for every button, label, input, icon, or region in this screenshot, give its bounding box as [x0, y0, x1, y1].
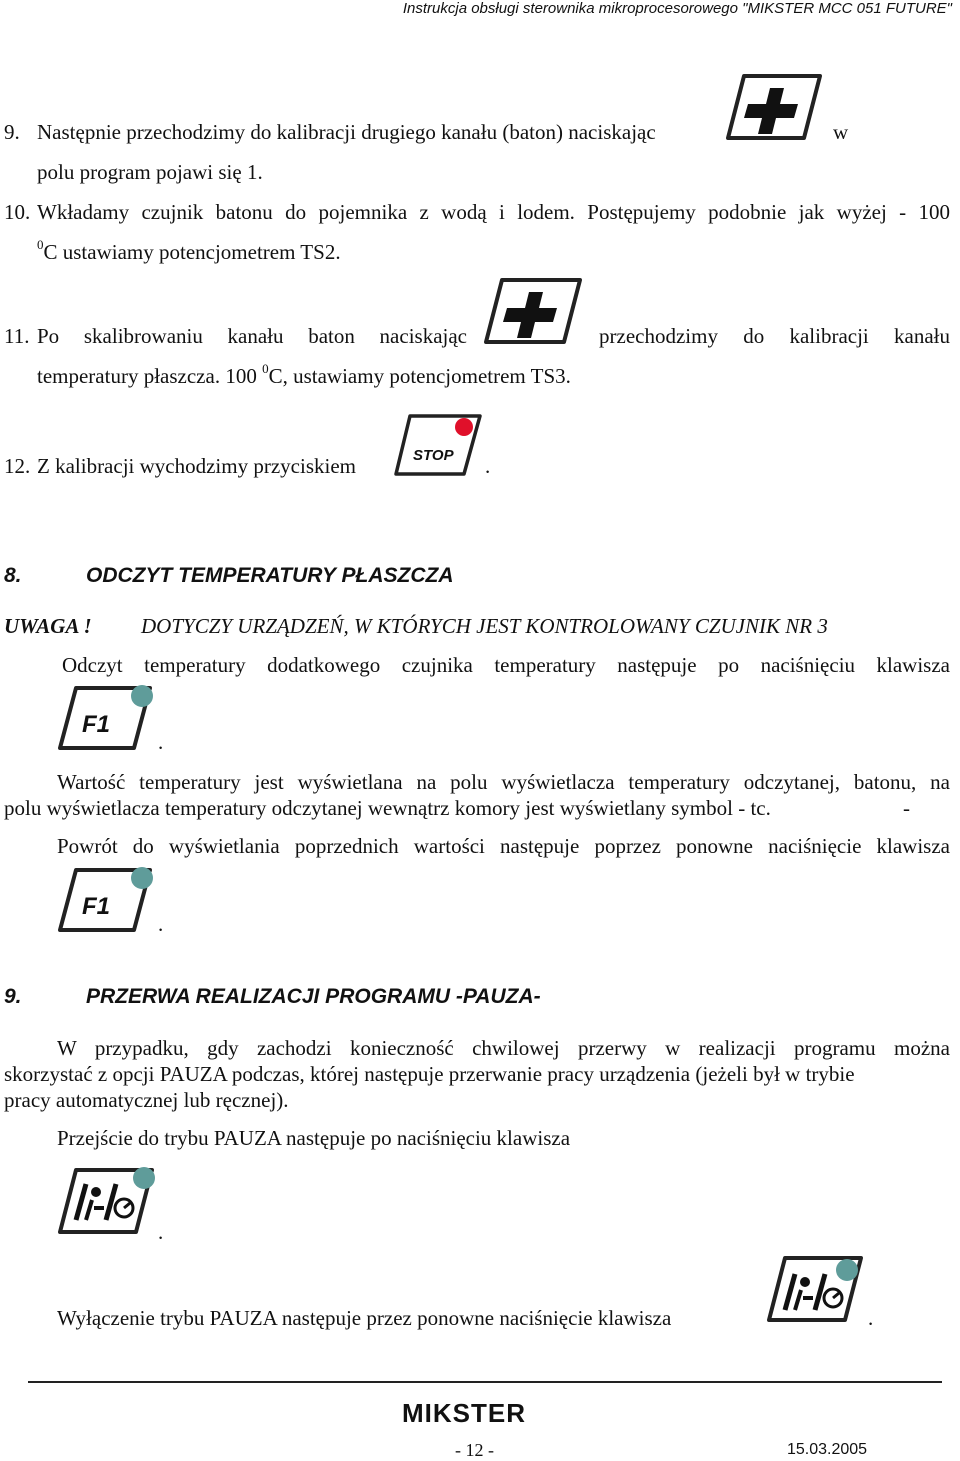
step-11-text-2b: C, ustawiamy potencjometrem TS3. [268, 364, 571, 388]
running-header: Instrukcja obsługi sterownika mikroprocesorowego "MIKSTER MCC 051 FUTURE" [402, 0, 952, 17]
footer-rule [28, 1381, 942, 1383]
step-12-dot: . [485, 454, 491, 478]
page-number: - 12 - [455, 1440, 494, 1460]
plus-key-icon [722, 72, 824, 142]
degree-superscript: 0 [262, 361, 269, 376]
section-8-dot-2: . [158, 912, 164, 936]
section-8-title: ODCZYT TEMPERATURY PŁASZCZA [86, 564, 454, 587]
warning-text: DOTYCZY URZĄDZEŃ, W KTÓRYCH JEST KONTROLOWANY CZUJNIK NR 3 [141, 614, 828, 638]
step-9-text-2: polu program pojawi się 1. [37, 160, 263, 184]
pause-key-icon [763, 1250, 873, 1326]
section-8-number: 8. [4, 564, 22, 587]
section-9-dot-1: . [158, 1220, 164, 1244]
stop-key-icon [392, 410, 491, 478]
step-10-number: 10. [4, 200, 31, 224]
pause-key-icon [54, 1162, 164, 1236]
degree-superscript: 0 [37, 237, 44, 252]
warning-label: UWAGA ! [4, 614, 92, 638]
f1-key-icon [54, 680, 162, 752]
section-9-paragraph-1-line-3: pracy automatycznej lub ręcznej). [4, 1088, 289, 1112]
step-12-text: Z kalibracji wychodzimy przyciskiem [37, 454, 356, 478]
section-9-number: 9. [4, 985, 22, 1008]
plus-key-icon [480, 276, 584, 346]
step-11-text-a: Po skalibrowaniu kanału baton naciskając [37, 324, 467, 348]
section-8-dot-1: . [158, 730, 164, 754]
footer-date: 15.03.2005 [787, 1441, 868, 1458]
stop-key-label: STOP [413, 447, 454, 464]
step-11-text-2a: temperatury płaszcza. 100 [37, 364, 257, 388]
section-8-paragraph-2: Wartość temperatury jest wyświetlana na polu wyświetlacza temperatury odczytanej, batonu, na [57, 770, 950, 794]
step-11-text-2 [37, 361, 571, 389]
f1-key-label: F1 [82, 893, 111, 920]
step-10-text-2 [37, 237, 341, 265]
mikster-logo [400, 1398, 552, 1428]
section-9-paragraph-3: Wyłączenie trybu PAUZA następuje przez ponowne naciśnięcie klawisza [57, 1306, 672, 1330]
section-9-paragraph-1-line-2: skorzystać z opcji PAUZA podczas, której następuje przerwanie pracy urządzenia (jeżeli był w trybie [4, 1062, 855, 1086]
logo-text: MIKSTER [402, 1398, 526, 1428]
step-10-text: Wkładamy czujnik batonu do pojemnika z wodą i lodem. Postępujemy podobnie jak wyżej - 100 [37, 200, 950, 224]
step-12-number: 12. [4, 454, 31, 478]
step-11-number: 11. [4, 324, 30, 348]
section-9-paragraph-2: Przejście do trybu PAUZA następuje po naciśnięciu klawisza [57, 1126, 571, 1150]
step-9-number: 9. [4, 120, 20, 144]
step-11-text-b: przechodzimy do kalibracji kanału [599, 324, 950, 348]
section-8-paragraph-1: Odczyt temperatury dodatkowego czujnika temperatury następuje po naciśnięciu klawisza [62, 653, 950, 677]
section-9-paragraph-1: W przypadku, gdy zachodzi konieczność chwilowej przerwy w realizacji programu można [57, 1036, 950, 1060]
step-9-text: Następnie przechodzimy do kalibracji drugiego kanału (baton) naciskając [37, 120, 656, 144]
section-8-dash: - [903, 796, 910, 820]
step-9-w: w [833, 120, 849, 144]
section-9-dot-2: . [868, 1306, 874, 1330]
step-10-text-2-body: C ustawiamy potencjometrem TS2. [43, 240, 341, 264]
section-8-paragraph-3: Powrót do wyświetlania poprzednich wartości następuje poprzez ponowne naciśnięcie klawisza [57, 834, 950, 858]
section-9-title: PRZERWA REALIZACJI PROGRAMU -PAUZA- [86, 985, 541, 1008]
f1-key-label: F1 [82, 711, 111, 738]
f1-key-icon [54, 862, 162, 934]
section-8-paragraph-2-line-2: polu wyświetlacza temperatury odczytanej wewnątrz komory jest wyświetlany symbol - tc. [4, 796, 771, 820]
